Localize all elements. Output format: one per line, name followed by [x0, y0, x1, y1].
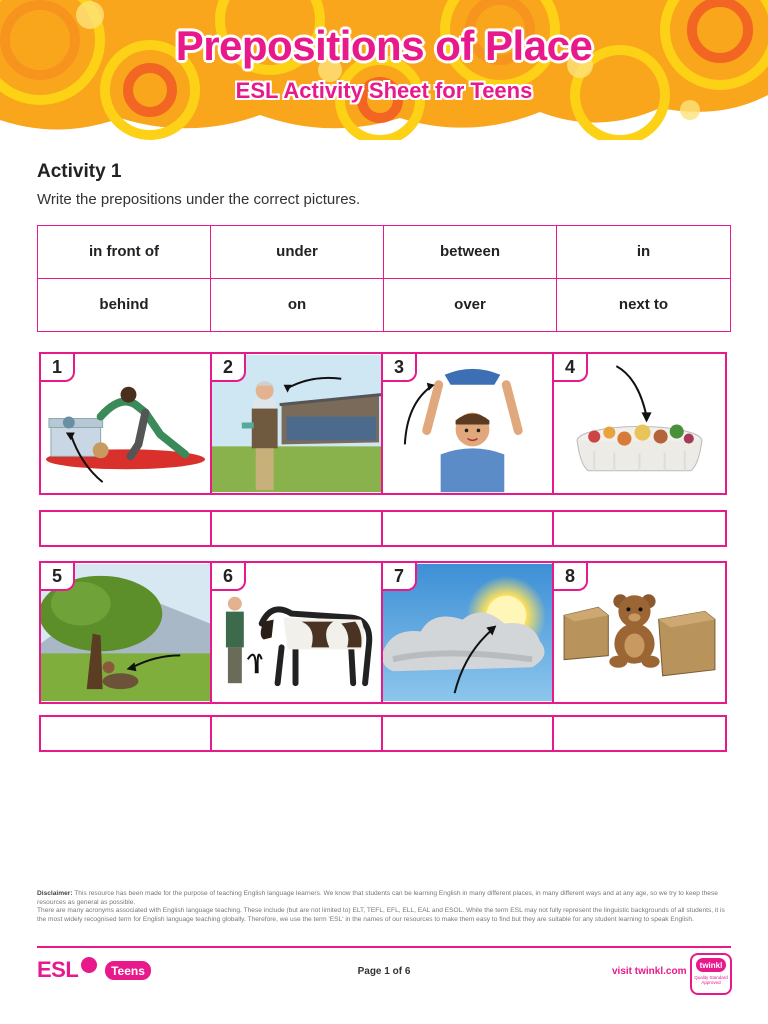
word-bank-cell: over: [384, 279, 557, 332]
answer-box-4[interactable]: [554, 512, 725, 545]
answer-box-1[interactable]: [41, 512, 212, 545]
picture-5: [41, 563, 212, 702]
answer-box-2[interactable]: [212, 512, 383, 545]
picture-7: [383, 563, 554, 702]
picture-number: 1: [41, 354, 75, 382]
answer-row-1: [39, 510, 727, 547]
page-title: Prepositions of Place: [175, 22, 593, 69]
answer-box-5[interactable]: [41, 717, 212, 750]
banner-circles-icon: [0, 0, 768, 140]
disclaimer-label: Disclaimer:: [37, 890, 73, 897]
picture-8: [554, 563, 725, 702]
visit-link[interactable]: visit twinkl.com: [612, 966, 687, 977]
picture-row-1: [39, 352, 727, 495]
esl-logo: ESL: [37, 957, 79, 982]
word-bank-cell: between: [384, 226, 557, 279]
answer-box-6[interactable]: [212, 717, 383, 750]
disclaimer-paragraph: [37, 890, 731, 907]
word-bank-cell: under: [211, 226, 384, 279]
word-bank-cell: behind: [38, 279, 211, 332]
picture-4: [554, 354, 725, 493]
page-subtitle: ESL Activity Sheet for Teens: [235, 78, 533, 103]
word-bank: [37, 225, 731, 332]
picture-1: [41, 354, 212, 493]
twinkl-logo: twinkl: [696, 958, 726, 972]
answer-box-3[interactable]: [383, 512, 554, 545]
activity-title: Activity 1: [37, 161, 122, 182]
answer-box-7[interactable]: [383, 717, 554, 750]
picture-6: [212, 563, 383, 702]
header-banner: [0, 0, 768, 140]
answer-row-2: [39, 715, 727, 752]
picture-number: 7: [383, 563, 417, 591]
picture-row-2: [39, 561, 727, 704]
word-bank-cell: on: [211, 279, 384, 332]
word-bank-cell: in front of: [38, 226, 211, 279]
picture-2: [212, 354, 383, 493]
teens-badge: Teens: [105, 961, 151, 980]
footer-divider: [37, 946, 731, 948]
picture-number: 8: [554, 563, 588, 591]
picture-number: 4: [554, 354, 588, 382]
picture-number: 2: [212, 354, 246, 382]
answer-box-8[interactable]: [554, 717, 725, 750]
picture-number: 5: [41, 563, 75, 591]
disclaimer: [37, 890, 731, 924]
picture-3: [383, 354, 554, 493]
disclaimer-text-2: There are many acronyms associated with English language teaching. These include (but are not limited to) ELT, TEFL, EFL, ELL, EAL and ESOL. While the term ESL may not fully represent the linguistic backgrounds of all students, it is the most widely recognised term for English language teaching globally. Therefore, we use the term 'ESL' in the names of our resources to make them easy to find but they are suitable for any student learning to speak English.: [37, 907, 725, 923]
quality-label: Quality Standard Approved: [694, 975, 728, 985]
quality-badge-icon: [690, 953, 732, 995]
picture-number: 3: [383, 354, 417, 382]
word-bank-cell: in: [557, 226, 730, 279]
activity-instruction: Write the prepositions under the correct pictures.: [37, 191, 361, 208]
disclaimer-text: This resource has been made for the purpose of teaching English language learners. We know that students can be learning English in many different places, in many different ways and at any age, so we try to keep these resources as general as possible.: [37, 890, 718, 906]
picture-number: 6: [212, 563, 246, 591]
page-number: Page 1 of 6: [357, 966, 411, 977]
word-bank-cell: next to: [618, 296, 669, 314]
